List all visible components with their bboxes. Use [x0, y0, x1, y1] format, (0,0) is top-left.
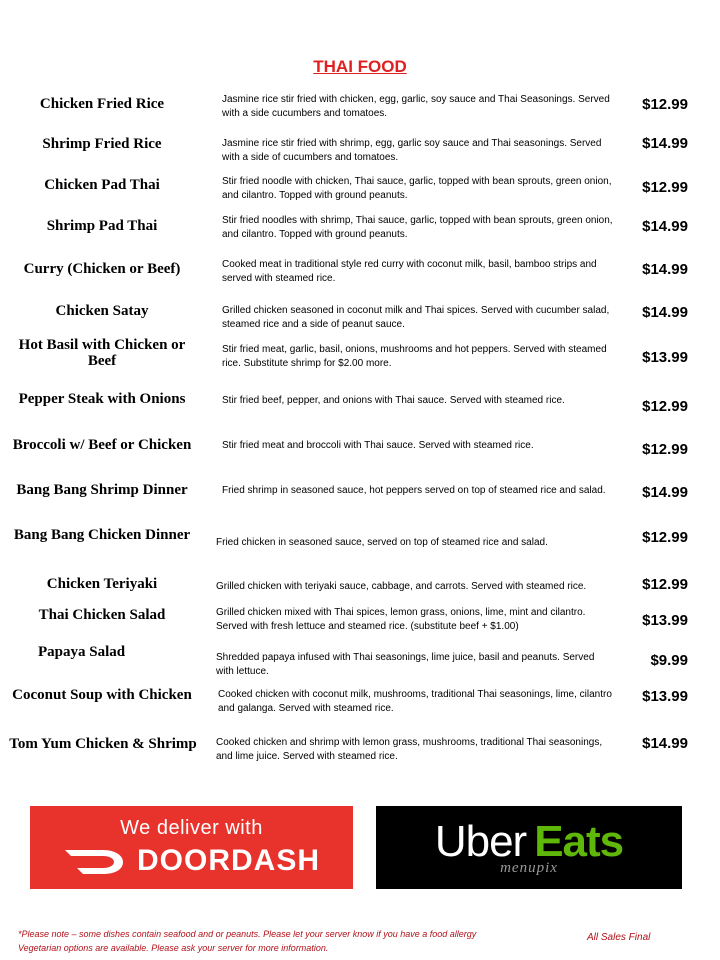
item-price: $14.99: [642, 484, 688, 501]
item-description: Cooked chicken with coconut milk, mushrooms, traditional Thai seasonings, lime, cilantro and galanga. Served with steamed rice.: [218, 689, 612, 714]
item-description: Cooked meat in traditional style red curry with coconut milk, basil, bamboo strips and served with steamed rice.: [222, 259, 597, 284]
item-name: Pepper Steak with Onions: [18, 391, 186, 407]
item-price: $12.99: [642, 179, 688, 196]
item-name: Chicken Pad Thai: [44, 177, 160, 193]
sales-final-note: All Sales Final: [587, 932, 651, 943]
item-name: Chicken Fried Rice: [39, 96, 165, 112]
item-name: Papaya Salad: [38, 644, 126, 660]
item-description: Grilled chicken seasoned in coconut milk and Thai spices. Served with cucumber salad, steamed rice and a side of peanut sauce.: [222, 305, 610, 330]
item-description: Cooked chicken and shrimp with lemon grass, mushrooms, traditional Thai seasonings, and lime juice. Served with steamed rice.: [216, 737, 603, 762]
item-price: $14.99: [642, 135, 688, 152]
item-price: $14.99: [642, 304, 688, 321]
ubereats-wordmark: [435, 818, 623, 866]
item-description: Stir fried beef, pepper, and onions with Thai sauce. Served with steamed rice.: [222, 395, 565, 406]
item-description: Stir fried meat and broccoli with Thai sauce. Served with steamed rice.: [222, 440, 534, 451]
item-price: $14.99: [642, 735, 688, 752]
item-name: Tom Yum Chicken & Shrimp: [9, 736, 197, 752]
item-name: Bang Bang Shrimp Dinner: [16, 482, 188, 498]
eats-text: Eats: [534, 817, 624, 866]
item-name: Coconut Soup with Chicken: [12, 687, 192, 703]
ubereats-banner: [376, 806, 682, 889]
item-name: Curry (Chicken or Beef): [23, 261, 181, 277]
item-name: Hot Basil with Chicken or Beef: [18, 337, 186, 369]
item-name: Bang Bang Chicken Dinner: [13, 527, 191, 543]
item-name: Chicken Teriyaki: [46, 576, 158, 592]
item-description: Stir fried noodles with shrimp, Thai sauce, garlic, topped with bean sprouts, green onion, and cilantro. Topped with ground peanuts.: [222, 215, 613, 240]
item-description: Shredded papaya infused with Thai seasonings, lime juice, basil and peanuts. Served with lettuce.: [216, 652, 595, 677]
doordash-dash-icon: [63, 846, 125, 876]
allergy-note: *Please note – some dishes contain seafood and or peanuts. Please let your server know if you have a food allergy: [18, 929, 477, 939]
vegetarian-note: Vegetarian options are available. Please ask your server for more information.: [18, 943, 329, 953]
item-description: Grilled chicken mixed with Thai spices, lemon grass, onions, lime, mint and cilantro. Served with fresh lettuce and steamed rice. (substitute beef + $1.00): [216, 607, 586, 632]
item-price: $12.99: [642, 529, 688, 546]
menupix-watermark: menupix: [500, 860, 558, 876]
item-price: $12.99: [642, 441, 688, 458]
item-description: Stir fried meat, garlic, basil, onions, mushrooms and hot peppers. Served with steamed rice. Substitute shrimp for $2.00 more.: [222, 344, 607, 369]
item-description: Fried shrimp in seasoned sauce, hot peppers served on top of steamed rice and salad.: [222, 485, 606, 496]
item-price: $12.99: [642, 576, 688, 593]
item-description: Stir fried noodle with chicken, Thai sauce, garlic, topped with bean sprouts, green onion, and cilantro. Topped with ground peanuts.: [222, 176, 612, 201]
doordash-banner: [30, 806, 353, 889]
item-price: $12.99: [642, 96, 688, 113]
doordash-wordmark: DOORDASH: [136, 844, 320, 877]
item-price: $14.99: [642, 261, 688, 278]
item-name: Broccoli w/ Beef or Chicken: [12, 437, 192, 453]
doordash-tagline: We deliver with: [120, 817, 263, 839]
item-name: Shrimp Fried Rice: [42, 136, 162, 152]
item-description: Jasmine rice stir fried with chicken, egg, garlic, soy sauce and Thai Seasonings. Served with a side cucumbers and tomatoes.: [222, 94, 610, 119]
item-name: Shrimp Pad Thai: [46, 218, 158, 234]
item-price: $13.99: [642, 688, 688, 705]
uber-text: Uber: [434, 817, 527, 866]
item-name: Thai Chicken Salad: [38, 607, 166, 623]
item-name: Chicken Satay: [55, 303, 149, 319]
item-description: Jasmine rice stir fried with shrimp, egg, garlic soy sauce and Thai seasonings. Served with a side of cucumbers and tomatoes.: [222, 138, 602, 163]
item-price: $13.99: [642, 612, 688, 629]
item-description: Grilled chicken with teriyaki sauce, cabbage, and carrots. Served with steamed rice.: [216, 581, 587, 592]
item-price: $12.99: [642, 398, 688, 415]
menu-title: THAI FOOD: [313, 57, 407, 76]
item-description: Fried chicken in seasoned sauce, served on top of steamed rice and salad.: [216, 537, 548, 548]
item-price: $13.99: [642, 349, 688, 366]
item-price: $14.99: [642, 218, 688, 235]
item-price: $9.99: [650, 652, 688, 669]
